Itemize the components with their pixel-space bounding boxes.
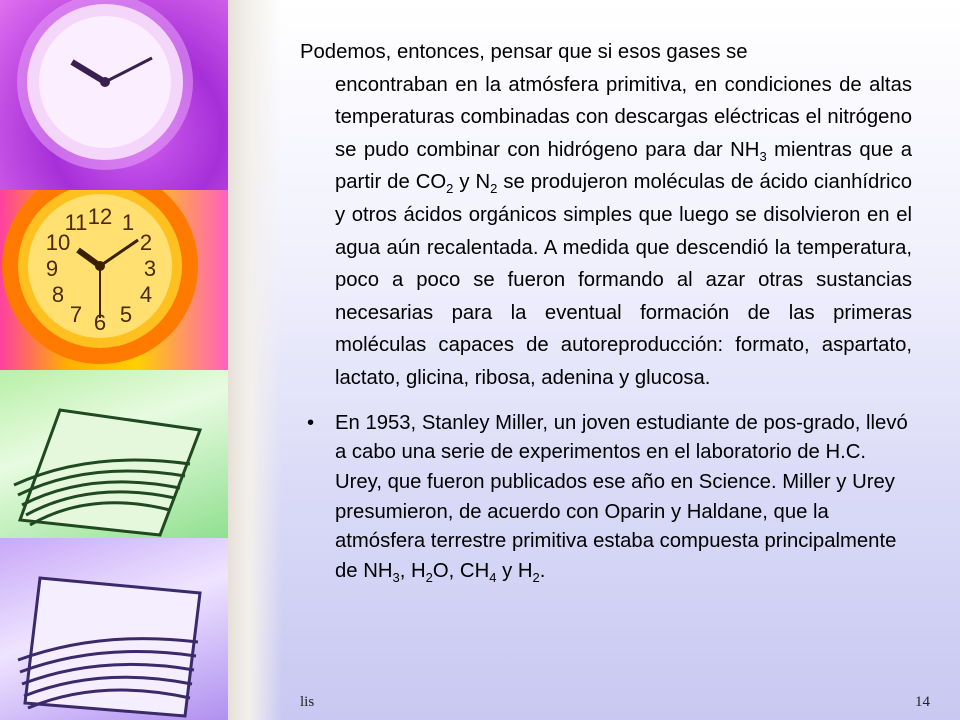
clock-numeral: 1 — [121, 210, 135, 235]
subscript: 2 — [490, 181, 498, 197]
text-segment: , H — [399, 560, 426, 583]
clock-numeral: 4 — [139, 282, 153, 307]
clock-numeral: 9 — [45, 256, 59, 281]
clock-numeral: 5 — [119, 302, 133, 327]
paragraph-1 — [300, 36, 912, 395]
purple-clock-icon — [0, 0, 228, 190]
text-segment: se produjeron moléculas de ácido cianhídrico y otros ácidos orgánicos simples que luego se disolvieron en el agua aún recalentada. A medida que descendió la temperatura, poco a poco se fueron formando al azar otras sustancias necesarias para la eventual formación de las primeras moléculas capaces de autoreproducción: formato, aspartato, lactato, glicina, ribosa, adenina y glucosa. — [335, 171, 912, 389]
clock-numeral: 11 — [64, 210, 88, 235]
subscript: 3 — [759, 148, 767, 164]
subscript: 2 — [532, 570, 540, 586]
decorative-sidebar — [0, 0, 282, 720]
text-segment: y N — [453, 171, 491, 194]
paragraph-1-first-line: Podemos, entonces, pensar que si esos gases se — [300, 41, 748, 63]
orange-clock-icon — [0, 190, 228, 370]
subscript: 2 — [425, 570, 433, 586]
clock-numeral: 6 — [93, 310, 107, 335]
clock-numeral: 7 — [69, 302, 83, 327]
purple-papers-panel — [0, 538, 228, 720]
purple-papers-icon — [0, 538, 228, 720]
orange-clock-panel — [0, 190, 228, 370]
slide-number: 14 — [915, 694, 930, 710]
clock-numeral: 2 — [139, 230, 153, 255]
subscript: 4 — [489, 570, 497, 586]
clock-numeral: 8 — [51, 282, 65, 307]
subscript: 3 — [392, 570, 400, 586]
bullet-item — [300, 409, 912, 587]
clock-numeral: 3 — [143, 256, 157, 281]
paragraph-1-rest — [300, 69, 912, 395]
clock-numeral: 12 — [87, 204, 113, 229]
slide-body — [300, 36, 912, 587]
text-segment: y H — [496, 560, 533, 583]
sidebar-edge — [228, 0, 282, 720]
green-papers-panel — [0, 370, 228, 538]
text-segment: encontraban en la atmósfera primitiva, en condiciones de altas temperaturas combinadas con descargas eléctricas el nitrógeno se pudo combinar con hidrógeno para dar NH — [335, 73, 912, 161]
text-segment: O, CH — [432, 560, 490, 583]
text-segment: mientras que a partir de CO — [335, 138, 912, 194]
text-segment: En 1953, Stanley Miller, un joven estudiante de pos-grado, llevó a cabo una serie de experimentos en el laboratorio de H.C. Urey, que fueron publicados ese año en Science. Miller y Urey presumieron, de acuerdo con Oparin y Haldane, que la atmósfera terrestre primitiva estaba compuesta principalmente de NH — [335, 411, 908, 583]
footer-author: lis — [300, 694, 315, 710]
clock-numeral: 10 — [45, 230, 71, 255]
text-segment: . — [539, 560, 546, 583]
subscript: 2 — [446, 181, 454, 197]
purple-clock-panel — [0, 0, 228, 190]
bullet-dot-icon: • — [307, 411, 315, 434]
green-papers-icon — [0, 370, 228, 538]
